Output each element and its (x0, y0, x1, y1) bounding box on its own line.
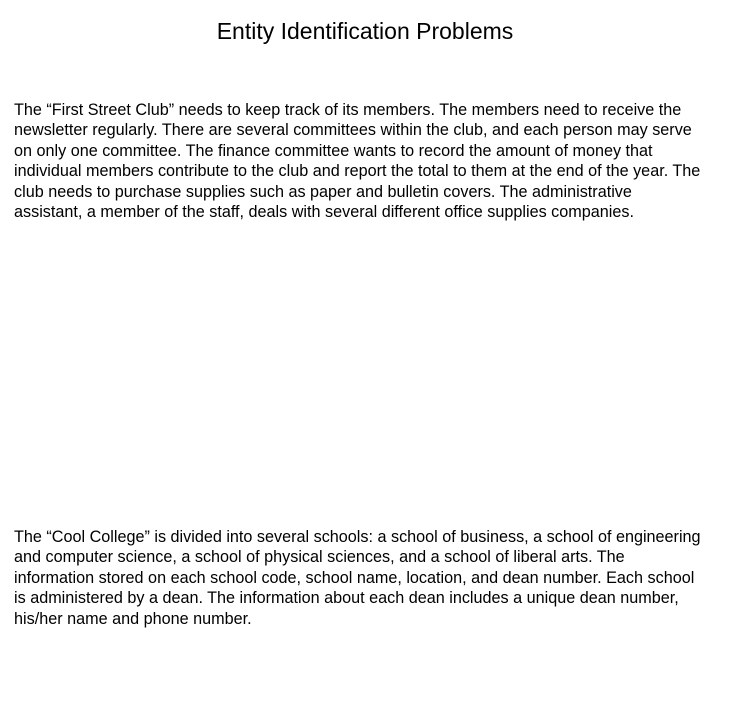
problem-first-street-club: The “First Street Club” needs to keep track of its members. The members need to receive the newsletter regularly. There are several committees within the club, and each person may serve on only one committee. The finance committee wants to record the amount of money that individual members contribute to the club and report the total to them at the end of the year. The club needs to purchase supplies such as paper and bulletin covers. The administrative assistant, a member of the staff, deals with several different office supplies companies. (14, 101, 701, 222)
problem-cool-college: The “Cool College” is divided into several schools: a school of business, a school of engineering and computer science, a school of physical sciences, and a school of liberal arts. The information stored on each school code, school name, location, and dean number. Each school is administered by a dean. The information about each dean includes a unique dean number, his/her name and phone number. (14, 528, 701, 628)
document-title: Entity Identification Problems (216, 18, 514, 44)
